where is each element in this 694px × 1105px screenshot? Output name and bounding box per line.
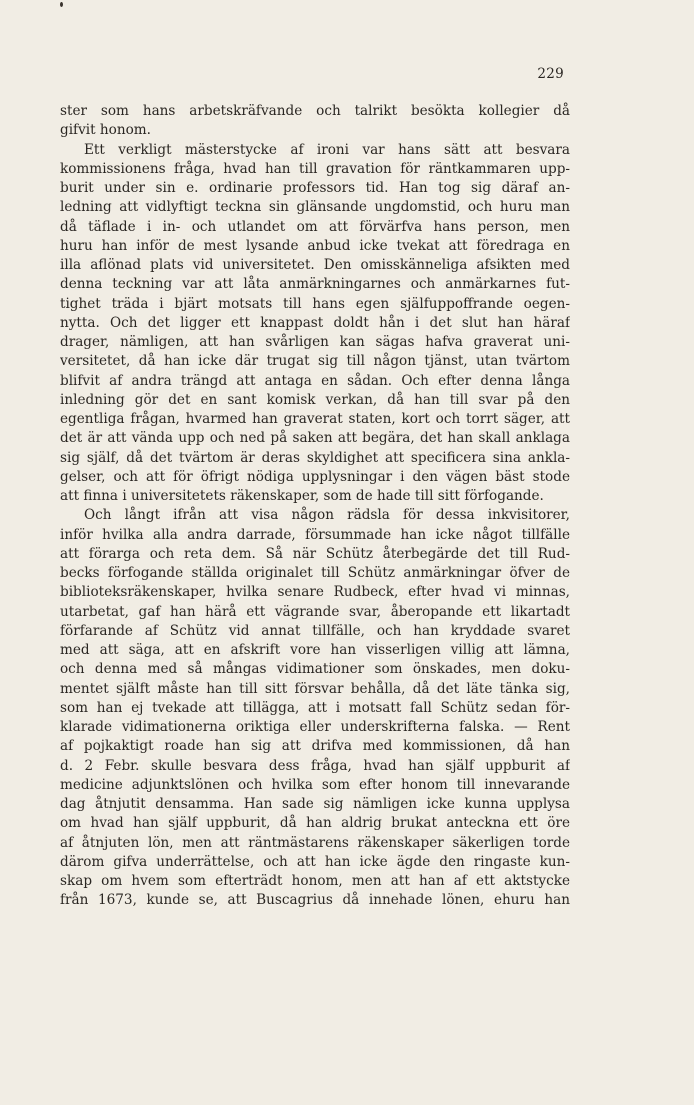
text-line: egentliga frågan, hvarmed han graverat staten, kort och torrt säger, att: [60, 411, 570, 427]
text-line: becks förfogande ställda originalet till Schütz anmärkningar öfver de: [60, 565, 570, 581]
text-line: drager, nämligen, att han svårligen kan sägas hafva graverat uni-: [60, 334, 570, 350]
text-line: nytta. Och det ligger ett knappast doldt hån i det slut han häraf: [60, 314, 570, 331]
text-line: mentet själft måste han till sitt försvar behålla, då det läte tänka sig,: [60, 680, 570, 697]
text-line: af åtnjuten lön, men att räntmästarens räkenskaper säkerligen torde: [60, 834, 570, 851]
text-line: inför hvilka alla andra darrade, försummade han icke något tillfälle: [60, 526, 570, 543]
text-line: versitetet, då han icke där trugat sig till någon tjänst, utan tvärtom: [60, 353, 570, 370]
text-line: därom gifva underrättelse, och att han icke ägde den ringaste kun-: [60, 853, 570, 870]
text-line: som han ej tvekade att tillägga, att i motsatt fall Schütz sedan för-: [60, 699, 570, 716]
text-line: kommissionens fråga, hvad han till gravation för räntkammaren upp-: [60, 160, 570, 177]
text-line: blifvit af andra trängd att antaga en sådan. Och efter denna långa: [60, 372, 570, 389]
text-line: då täflade i in- och utlandet om att förvärfva hans person, men: [60, 218, 570, 235]
text-line: förfarande af Schütz vid annat tillfälle, och han kryddade svaret: [60, 622, 570, 639]
text-line: huru han inför de mest lysande anbud icke tvekat att föredraga en: [60, 237, 570, 254]
text-line: ledning att vidlyftigt teckna sin glänsande ungdomstid, och huru man: [60, 199, 570, 216]
page-number: 229: [537, 66, 564, 82]
text-line: tighet träda i bjärt motsats till hans egen själfuppoffrande oegen-: [60, 295, 570, 312]
text-line: sig själf, då det tvärtom är deras skyldighet att specificera sina ankla-: [60, 449, 570, 466]
text-line: skap om hvem som efterträdt honom, men att han af ett aktstycke: [60, 873, 570, 889]
text-line: med att säga, att en afskrift vore han visserligen villig att lämna,: [60, 642, 570, 658]
text-line: att förarga och reta dem. Så när Schütz återbegärde det till Rud-: [60, 545, 570, 562]
text-line: Ett verkligt mästerstycke af ironi var hans sätt att besvara: [84, 141, 570, 158]
body-text: [60, 102, 570, 911]
text-line: gelser, och att för öfrigt nödiga upplysningar i den vägen bäst stode: [60, 468, 570, 485]
text-line: från 1673, kunde se, att Buscagrius då innehade lönen, ehuru han: [60, 892, 570, 909]
text-line: d. 2 Febr. skulle besvara dess fråga, hvad han själf uppburit af: [60, 757, 570, 774]
text-line: biblioteksräkenskaper, hvilka senare Rudbeck, efter hvad vi minnas,: [60, 584, 570, 601]
text-line: inledning gör det en sant komisk verkan, då han till svar på den: [60, 391, 570, 408]
text-line: denna teckning var att låta anmärkningarnes och anmärkarnes fut-: [60, 276, 570, 293]
text-line: af pojkaktigt roade han sig att drifva med kommissionen, då han: [60, 738, 570, 755]
text-line: och denna med så mångas vidimationer som önskades, men doku-: [60, 661, 570, 678]
text-line: dag åtnjutit densamma. Han sade sig nämligen icke kunna upplysa: [60, 796, 570, 812]
text-line: klarade vidimationerna oriktiga eller underskrifterna falska. — Rent: [60, 719, 570, 735]
text-line: ster som hans arbetskräfvande och talrikt besökta kollegier då: [60, 103, 570, 119]
text-line: burit under sin e. ordinarie professors tid. Han tog sig däraf an-: [60, 180, 570, 196]
text-line: gifvit honom.: [60, 122, 151, 139]
text-line: utarbetat, gaf han härå ett vägrande svar, åberopande ett likartadt: [60, 603, 570, 620]
text-line: om hvad han själf uppburit, då han aldrig brukat anteckna ett öre: [60, 815, 570, 832]
text-line: det är att vända upp och ned på saken att begära, det han skall anklaga: [60, 430, 570, 447]
text-line: Och långt ifrån att visa någon rädsla för dessa inkvisitorer,: [84, 507, 570, 524]
text-line: illa aflönad plats vid universitetet. Den omisskänneliga afsikten med: [60, 257, 570, 273]
print-speck: [60, 2, 63, 7]
text-line: att finna i universitetets räkenskaper, som de hade till sitt förfogande.: [60, 488, 544, 504]
text-line: medicine adjunktslönen och hvilka som efter honom till innevarande: [60, 776, 570, 793]
